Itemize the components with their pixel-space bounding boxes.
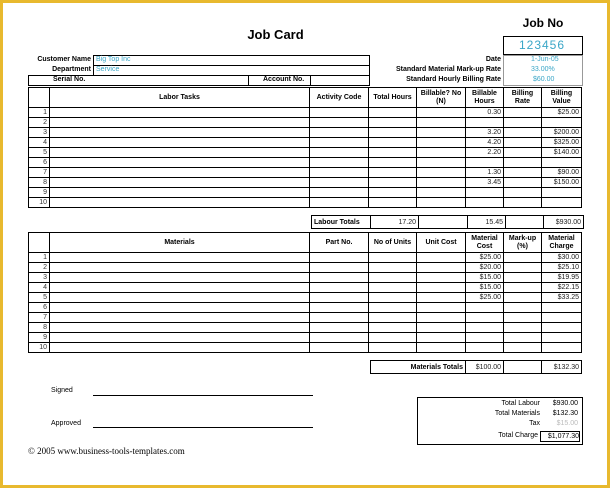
- account-divider: [310, 75, 311, 85]
- total-hours-cell[interactable]: [369, 198, 417, 208]
- materials-total-charge: $132.30: [542, 361, 582, 374]
- total-hours-cell[interactable]: [369, 128, 417, 138]
- billable-hours-header: Billable Hours: [466, 88, 504, 108]
- row-number: 9: [29, 188, 50, 198]
- units-cell[interactable]: [369, 273, 417, 283]
- material-cost-cell[interactable]: $20.00: [466, 263, 504, 273]
- row-number: 10: [29, 198, 50, 208]
- part-no-cell[interactable]: [310, 263, 369, 273]
- labor-task-cell[interactable]: [50, 178, 310, 188]
- labor-row: [29, 168, 582, 178]
- markup-cell[interactable]: [504, 343, 542, 353]
- row-number: 6: [29, 303, 50, 313]
- materials-table: [28, 232, 582, 353]
- row-number: 3: [29, 128, 50, 138]
- billing-value-cell[interactable]: $140.00: [542, 148, 582, 158]
- billable-cell[interactable]: [417, 138, 466, 148]
- total-materials-label: Total Materials: [494, 410, 540, 417]
- total-charge-value: $1,077.30: [540, 431, 580, 442]
- unit-cost-cell[interactable]: [417, 333, 466, 343]
- material-cell[interactable]: [50, 323, 310, 333]
- part-no-cell[interactable]: [310, 303, 369, 313]
- material-charge-cell[interactable]: [542, 343, 582, 353]
- account-no-label: Account No.: [263, 76, 305, 83]
- part-no-cell[interactable]: [310, 333, 369, 343]
- billable-cell[interactable]: [417, 178, 466, 188]
- unit-cost-cell[interactable]: [417, 283, 466, 293]
- materials-totals-row: [370, 360, 582, 374]
- row-number: 2: [29, 263, 50, 273]
- material-cost-cell[interactable]: [466, 303, 504, 313]
- materials-row: [29, 283, 582, 293]
- units-cell[interactable]: [369, 283, 417, 293]
- materials-row: [29, 293, 582, 303]
- billable-hours-cell[interactable]: [466, 198, 504, 208]
- customer-name-value: Big Top Inc: [96, 56, 131, 63]
- billable-cell[interactable]: [417, 168, 466, 178]
- billing-value-cell[interactable]: $150.00: [542, 178, 582, 188]
- units-cell[interactable]: [369, 253, 417, 263]
- material-cost-cell[interactable]: $15.00: [466, 273, 504, 283]
- total-materials-value: $132.30: [552, 410, 578, 417]
- customer-name-label: Customer Name: [37, 56, 91, 63]
- billable-header: Billable? No (N): [417, 88, 466, 108]
- billable-hours-cell[interactable]: 0.30: [466, 108, 504, 118]
- markup-cell[interactable]: [504, 293, 542, 303]
- signed-line[interactable]: [93, 395, 313, 396]
- footer-copyright: © 2005 www.business-tools-templates.com: [28, 446, 185, 456]
- units-cell[interactable]: [369, 333, 417, 343]
- total-labour-value: $930.00: [552, 400, 578, 407]
- material-cost-cell[interactable]: [466, 343, 504, 353]
- part-no-header: Part No.: [310, 233, 369, 253]
- row-number: 8: [29, 323, 50, 333]
- material-cost-header: Material Cost: [466, 233, 504, 253]
- total-hours-cell[interactable]: [369, 188, 417, 198]
- billing-rate-cell[interactable]: [504, 178, 542, 188]
- activity-code-cell[interactable]: [310, 158, 369, 168]
- material-charge-cell[interactable]: $19.95: [542, 273, 582, 283]
- materials-row: [29, 343, 582, 353]
- material-charge-header: Material Charge: [542, 233, 582, 253]
- department-label: Department: [52, 66, 91, 73]
- billing-value-cell[interactable]: [542, 158, 582, 168]
- part-no-cell[interactable]: [310, 313, 369, 323]
- page-title: Job Card: [247, 27, 304, 42]
- labor-row: [29, 198, 582, 208]
- material-cell[interactable]: [50, 273, 310, 283]
- header-values-box: [503, 55, 583, 86]
- billing-value-header: Billing Value: [542, 88, 582, 108]
- material-charge-cell[interactable]: [542, 323, 582, 333]
- activity-code-cell[interactable]: [310, 128, 369, 138]
- billing-value-cell[interactable]: [542, 118, 582, 128]
- billing-value-cell[interactable]: $90.00: [542, 168, 582, 178]
- total-hours-cell[interactable]: [369, 148, 417, 158]
- material-markup-value: 33.00%: [531, 66, 555, 73]
- billing-value-cell[interactable]: $200.00: [542, 128, 582, 138]
- serial-divider: [248, 75, 249, 85]
- units-cell[interactable]: [369, 263, 417, 273]
- activity-code-cell[interactable]: [310, 198, 369, 208]
- billable-hours-cell[interactable]: [466, 158, 504, 168]
- material-cell[interactable]: [50, 303, 310, 313]
- labor-row: [29, 108, 582, 118]
- row-number: 6: [29, 158, 50, 168]
- material-charge-cell[interactable]: $30.00: [542, 253, 582, 263]
- billable-hours-cell[interactable]: 1.30: [466, 168, 504, 178]
- row-number: 7: [29, 168, 50, 178]
- markup-cell[interactable]: [504, 333, 542, 343]
- markup-cell[interactable]: [504, 283, 542, 293]
- billing-rate-cell[interactable]: [504, 188, 542, 198]
- billable-hours-cell[interactable]: [466, 118, 504, 128]
- labor-total-value: $930.00: [544, 216, 584, 229]
- row-number: 3: [29, 273, 50, 283]
- labor-row: [29, 188, 582, 198]
- billing-rate-cell[interactable]: [504, 158, 542, 168]
- labor-task-cell[interactable]: [50, 108, 310, 118]
- row-number: 7: [29, 313, 50, 323]
- row-number: 10: [29, 343, 50, 353]
- total-hours-cell[interactable]: [369, 118, 417, 128]
- billing-rate-cell[interactable]: [504, 128, 542, 138]
- billing-rate-label: Standard Hourly Billing Rate: [406, 76, 501, 83]
- units-header: No of Units: [369, 233, 417, 253]
- row-number: 5: [29, 293, 50, 303]
- billable-cell[interactable]: [417, 188, 466, 198]
- serial-no-label: Serial No.: [53, 76, 86, 83]
- material-cell[interactable]: [50, 283, 310, 293]
- unit-cost-cell[interactable]: [417, 253, 466, 263]
- materials-index-header: [29, 233, 50, 253]
- labor-row: [29, 138, 582, 148]
- materials-row: [29, 253, 582, 263]
- activity-code-cell[interactable]: [310, 118, 369, 128]
- part-no-cell[interactable]: [310, 323, 369, 333]
- row-number: 8: [29, 178, 50, 188]
- billable-cell[interactable]: [417, 158, 466, 168]
- labor-row: [29, 158, 582, 168]
- job-no-label: Job No: [522, 16, 564, 30]
- units-cell[interactable]: [369, 323, 417, 333]
- labor-index-header: [29, 88, 50, 108]
- material-markup-label: Standard Material Mark-up Rate: [395, 66, 501, 73]
- material-cost-cell[interactable]: $15.00: [466, 283, 504, 293]
- unit-cost-cell[interactable]: [417, 303, 466, 313]
- labor-task-cell[interactable]: [50, 168, 310, 178]
- billing-value-cell[interactable]: [542, 188, 582, 198]
- material-cost-cell[interactable]: [466, 333, 504, 343]
- material-cell[interactable]: [50, 263, 310, 273]
- billable-cell[interactable]: [417, 198, 466, 208]
- materials-row: [29, 263, 582, 273]
- approved-label: Approved: [51, 420, 81, 427]
- billable-cell[interactable]: [417, 148, 466, 158]
- materials-row: [29, 333, 582, 343]
- materials-header: Materials: [50, 233, 310, 253]
- materials-row: [29, 323, 582, 333]
- labor-task-cell[interactable]: [50, 188, 310, 198]
- labor-task-cell[interactable]: [50, 158, 310, 168]
- billing-rate-cell[interactable]: [504, 118, 542, 128]
- unit-cost-header: Unit Cost: [417, 233, 466, 253]
- labor-total-rate: [506, 216, 544, 229]
- row-number: 5: [29, 148, 50, 158]
- labor-total-billable-hours: 15.45: [468, 216, 506, 229]
- total-hours-header: Total Hours: [369, 88, 417, 108]
- labor-totals-label: Labour Totals: [312, 216, 371, 229]
- materials-row: [29, 313, 582, 323]
- markup-header: Mark-up (%): [504, 233, 542, 253]
- part-no-cell[interactable]: [310, 283, 369, 293]
- labor-row: [29, 148, 582, 158]
- labor-task-cell[interactable]: [50, 118, 310, 128]
- labor-tasks-header: Labor Tasks: [50, 88, 310, 108]
- activity-code-cell[interactable]: [310, 138, 369, 148]
- material-charge-cell[interactable]: $25.10: [542, 263, 582, 273]
- billing-rate-header: Billing Rate: [504, 88, 542, 108]
- total-hours-cell[interactable]: [369, 178, 417, 188]
- labor-totals-row: [311, 215, 584, 229]
- units-cell[interactable]: [369, 313, 417, 323]
- department-value: Service: [96, 66, 120, 73]
- billable-hours-cell[interactable]: 3.20: [466, 128, 504, 138]
- labor-total-billable-flag: [419, 216, 468, 229]
- units-cell[interactable]: [369, 303, 417, 313]
- activity-code-cell[interactable]: [310, 188, 369, 198]
- billable-cell[interactable]: [417, 128, 466, 138]
- billable-cell[interactable]: [417, 108, 466, 118]
- units-cell[interactable]: [369, 293, 417, 303]
- billable-hours-cell[interactable]: 2.20: [466, 148, 504, 158]
- row-number: 4: [29, 283, 50, 293]
- billable-hours-cell[interactable]: 3.45: [466, 178, 504, 188]
- activity-code-cell[interactable]: [310, 148, 369, 158]
- tax-label: Tax: [529, 420, 540, 427]
- material-charge-cell[interactable]: $33.25: [542, 293, 582, 303]
- units-cell[interactable]: [369, 343, 417, 353]
- material-charge-cell[interactable]: [542, 333, 582, 343]
- materials-row: [29, 273, 582, 283]
- billing-rate-cell[interactable]: [504, 108, 542, 118]
- billing-rate-cell[interactable]: [504, 138, 542, 148]
- material-cell[interactable]: [50, 253, 310, 263]
- total-hours-cell[interactable]: [369, 168, 417, 178]
- signed-label: Signed: [51, 387, 73, 394]
- labor-table: [28, 87, 582, 208]
- material-cell[interactable]: [50, 343, 310, 353]
- unit-cost-cell[interactable]: [417, 313, 466, 323]
- part-no-cell[interactable]: [310, 293, 369, 303]
- markup-cell[interactable]: [504, 273, 542, 283]
- row-number: 9: [29, 333, 50, 343]
- part-no-cell[interactable]: [310, 253, 369, 263]
- date-value: 1-Jun-05: [531, 56, 559, 63]
- billable-hours-cell[interactable]: 4.20: [466, 138, 504, 148]
- labor-task-cell[interactable]: [50, 128, 310, 138]
- approved-line[interactable]: [93, 427, 313, 428]
- material-cost-cell[interactable]: $25.00: [466, 253, 504, 263]
- unit-cost-cell[interactable]: [417, 343, 466, 353]
- markup-cell[interactable]: [504, 313, 542, 323]
- labor-row: [29, 118, 582, 128]
- row-number: 2: [29, 118, 50, 128]
- material-cost-cell[interactable]: $25.00: [466, 293, 504, 303]
- tax-value: $15.00: [556, 420, 578, 427]
- material-cell[interactable]: [50, 293, 310, 303]
- markup-cell[interactable]: [504, 263, 542, 273]
- unit-cost-cell[interactable]: [417, 263, 466, 273]
- total-hours-cell[interactable]: [369, 108, 417, 118]
- markup-cell[interactable]: [504, 323, 542, 333]
- material-charge-cell[interactable]: [542, 313, 582, 323]
- labor-task-cell[interactable]: [50, 148, 310, 158]
- unit-cost-cell[interactable]: [417, 293, 466, 303]
- total-hours-cell[interactable]: [369, 138, 417, 148]
- part-no-cell[interactable]: [310, 273, 369, 283]
- labor-task-cell[interactable]: [50, 198, 310, 208]
- total-charge-label: Total Charge: [498, 432, 538, 439]
- markup-cell[interactable]: [504, 303, 542, 313]
- billing-rate-value: $60.00: [533, 76, 555, 83]
- materials-totals-label: Materials Totals: [371, 361, 466, 374]
- labor-row: [29, 128, 582, 138]
- material-cost-cell[interactable]: [466, 313, 504, 323]
- billable-cell[interactable]: [417, 118, 466, 128]
- materials-total-markup: [504, 361, 542, 374]
- row-number: 1: [29, 253, 50, 263]
- labor-row: [29, 178, 582, 188]
- billable-hours-cell[interactable]: [466, 188, 504, 198]
- materials-row: [29, 303, 582, 313]
- material-cell[interactable]: [50, 333, 310, 343]
- job-no-value: 123456: [518, 38, 566, 52]
- date-label: Date: [485, 56, 501, 63]
- billing-rate-cell[interactable]: [504, 148, 542, 158]
- billing-value-cell[interactable]: $325.00: [542, 138, 582, 148]
- labor-task-cell[interactable]: [50, 138, 310, 148]
- unit-cost-cell[interactable]: [417, 273, 466, 283]
- billing-rate-cell[interactable]: [504, 168, 542, 178]
- material-charge-cell[interactable]: $22.15: [542, 283, 582, 293]
- activity-code-cell[interactable]: [310, 168, 369, 178]
- billing-value-cell[interactable]: [542, 198, 582, 208]
- labor-total-hours: 17.20: [371, 216, 419, 229]
- total-labour-label: Total Labour: [501, 400, 540, 407]
- material-cost-cell[interactable]: [466, 323, 504, 333]
- activity-code-cell[interactable]: [310, 108, 369, 118]
- billing-value-cell[interactable]: $25.00: [542, 108, 582, 118]
- activity-code-cell[interactable]: [310, 178, 369, 188]
- row-number: 1: [29, 108, 50, 118]
- material-charge-cell[interactable]: [542, 303, 582, 313]
- row-number: 4: [29, 138, 50, 148]
- materials-total-cost: $100.00: [466, 361, 504, 374]
- total-hours-cell[interactable]: [369, 158, 417, 168]
- material-cell[interactable]: [50, 313, 310, 323]
- activity-code-header: Activity Code: [310, 88, 369, 108]
- billing-rate-cell[interactable]: [504, 198, 542, 208]
- markup-cell[interactable]: [504, 253, 542, 263]
- unit-cost-cell[interactable]: [417, 323, 466, 333]
- part-no-cell[interactable]: [310, 343, 369, 353]
